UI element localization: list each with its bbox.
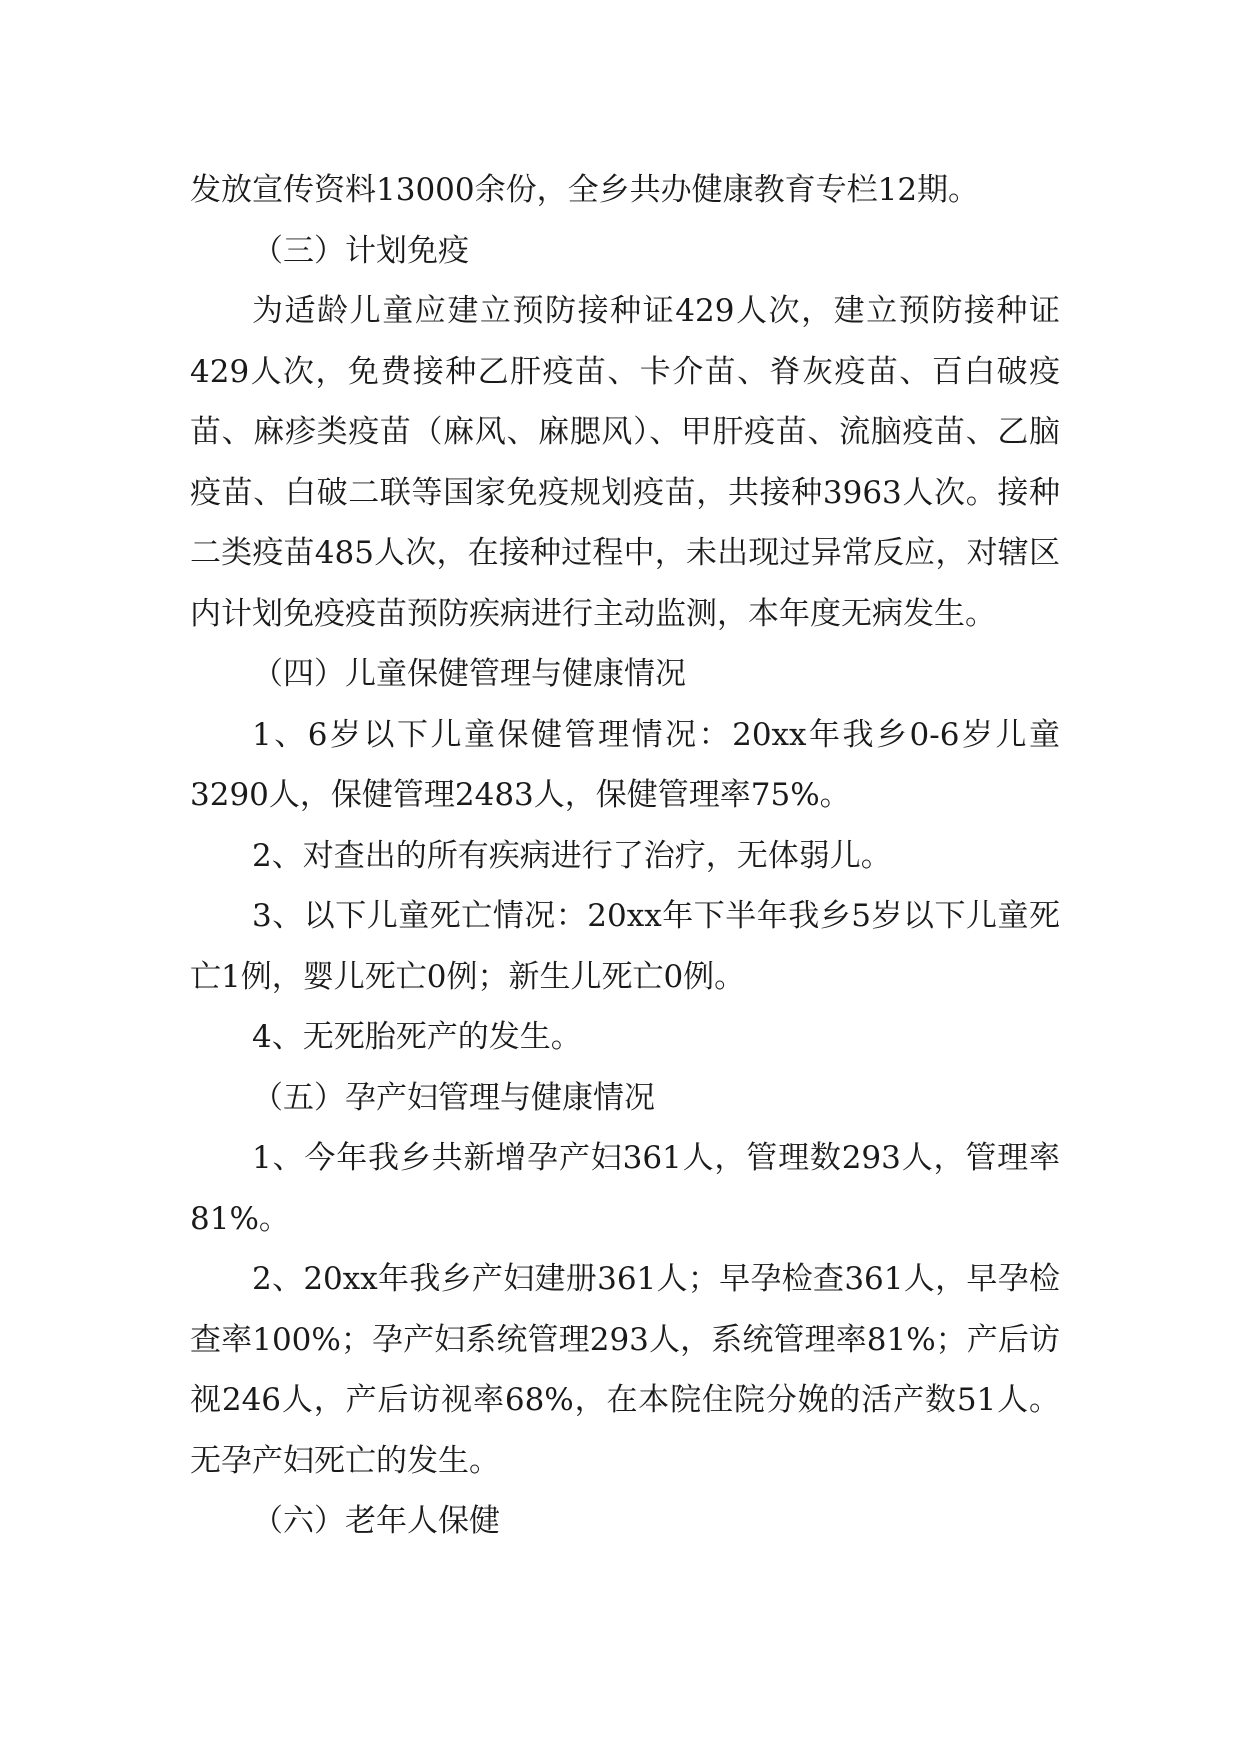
paragraph-maternal-health-1: 1、今年我乡共新增孕产妇361人，管理数293人，管理率81%。 [190,1140,1060,1237]
section-heading-maternal-health: （五）孕产妇管理与健康情况 [252,1079,655,1116]
document-body [190,160,1060,1552]
paragraph-child-health-2: 2、对查出的所有疾病进行了治疗，无体弱儿。 [252,837,892,874]
section-heading-immunization: （三）计划免疫 [252,232,469,269]
paragraph-child-health-4: 4、无死胎死产的发生。 [252,1019,582,1055]
paragraph-child-health-1: 1、6岁以下儿童保健管理情况：20xx年我乡0-6岁儿童3290人，保健管理2483人，保健管理率75%。 [190,716,1060,813]
paragraph-continuation: 发放宣传资料13000余份，全乡共办健康教育专栏12期。 [190,172,980,208]
paragraph-immunization: 为适龄儿童应建立预防接种证429人次，建立预防接种证429人次，免费接种乙肝疫苗、卡介苗、脊灰疫苗、百白破疫苗、麻疹类疫苗（麻风、麻腮风）、甲肝疫苗、流脑疫苗、乙脑疫苗、白破二联等国家免疫规划疫苗，共接种3963人次。接种二类疫苗485人次，在接种过程中，未出现过异常反应，对辖区内计划免疫疫苗预防疾病进行主动监测，本年度无病发生。 [190,293,1060,632]
section-heading-elderly-care: （六）老年人保健 [252,1503,500,1539]
paragraph-child-health-3: 3、以下儿童死亡情况：20xx年下半年我乡5岁以下儿童死亡1例，婴儿死亡0例；新生儿死亡0例。 [190,898,1060,995]
section-heading-child-health: （四）儿童保健管理与健康情况 [252,656,686,692]
paragraph-maternal-health-2: 2、20xx年我乡产妇建册361人；早孕检查361人，早孕检查率100%；孕产妇系统管理293人，系统管理率81%；产后访视246人，产后访视率68%，在本院住院分娩的活产数51人。无孕产妇死亡的发生。 [190,1261,1060,1479]
